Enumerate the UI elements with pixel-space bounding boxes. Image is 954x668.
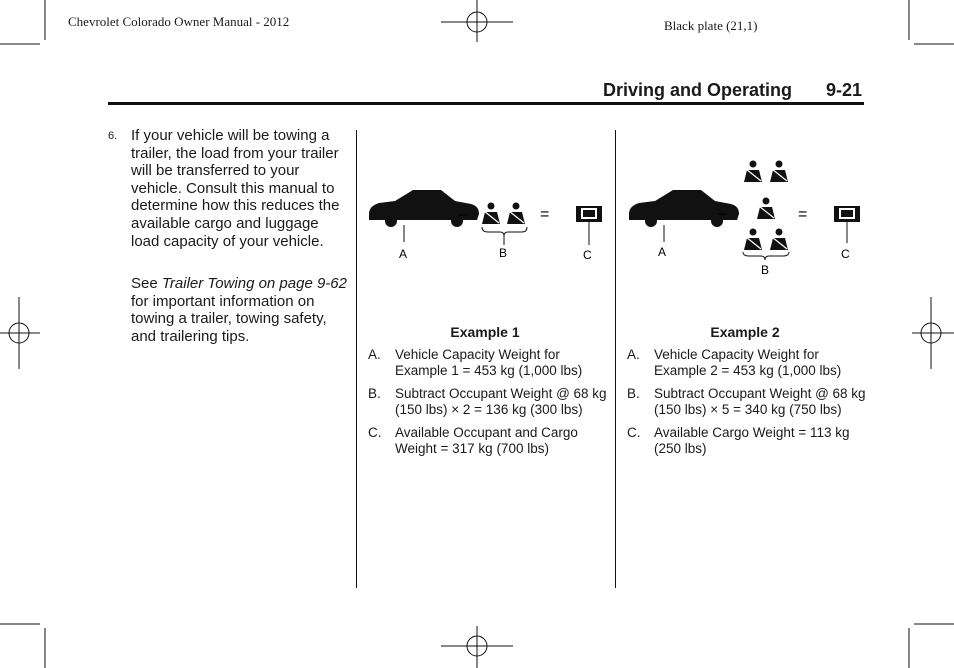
example2-cargo-icon — [834, 206, 860, 222]
registration-target-left — [0, 297, 40, 369]
example1-seat-2 — [507, 203, 525, 225]
example1-label-a: A — [399, 247, 408, 261]
example2-title: Example 2 — [710, 324, 780, 340]
page-number: 9-21 — [826, 80, 863, 100]
column-divider-1 — [356, 130, 357, 588]
running-header-title: Chevrolet Colorado Owner Manual - 2012 — [68, 14, 290, 29]
list-item: B. Subtract Occupant Weight @ 68 kg (150 lbs) × 5 = 340 kg (750 lbs) — [627, 386, 866, 417]
example1-list — [368, 347, 608, 464]
see-also-paragraph — [131, 275, 349, 345]
item-paragraph: If your vehicle will be towing a trailer, the load from your trailer will be transferred to your vehicle. Consult this manual to determine how this reduces the available cargo and luggage load capacity of your vehicle. — [131, 127, 340, 250]
example1-seat-1 — [482, 203, 500, 225]
example2-minus: – — [718, 205, 727, 222]
header-rule — [108, 102, 864, 105]
example1-cargo-icon — [576, 206, 602, 222]
list-item: C. Available Occupant and Cargo Weight = 317 kg (700 lbs) — [368, 425, 578, 456]
example1-minus: – — [458, 206, 467, 223]
see-suffix: for important information on towing a trailer, towing safety, and trailering tips. — [131, 292, 327, 345]
example2-seat-4 — [744, 229, 762, 251]
example2-seat-1 — [744, 161, 762, 183]
list-item: B. Subtract Occupant Weight @ 68 kg (150 lbs) × 2 = 136 kg (300 lbs) — [368, 386, 607, 417]
example1-label-b: B — [499, 246, 508, 260]
registration-target-top — [441, 0, 513, 42]
trailer-towing-link[interactable]: Trailer Towing on page 9-62 — [161, 275, 347, 292]
example2-label-a: A — [658, 245, 667, 259]
registration-target-bottom — [441, 626, 513, 668]
example2-seat-2 — [770, 161, 788, 183]
plate-label: Black plate (21,1) — [664, 18, 758, 33]
list-item: A. Vehicle Capacity Weight for Example 1 = 453 kg (1,000 lbs) — [368, 347, 583, 378]
example2-seat-5 — [770, 229, 788, 251]
example2-seat-3 — [757, 198, 775, 220]
example1-figure — [362, 150, 612, 270]
example2-label-c: C — [841, 247, 850, 261]
section-title: Driving and Operating — [603, 80, 793, 100]
column-divider-2 — [615, 130, 616, 588]
registration-target-right — [912, 297, 954, 369]
example2-label-b: B — [761, 263, 770, 277]
example2-equals: = — [798, 206, 808, 223]
see-prefix: See — [131, 275, 158, 292]
example2-figure — [622, 150, 872, 280]
example1-equals: = — [540, 206, 550, 223]
list-item: C. Available Cargo Weight = 113 kg (250 lbs) — [627, 425, 850, 456]
list-item: A. Vehicle Capacity Weight for Example 2 = 453 kg (1,000 lbs) — [627, 347, 842, 378]
example2-list — [627, 347, 867, 464]
example1-label-c: C — [583, 248, 592, 262]
item-number: 6. — [108, 130, 118, 142]
example1-title: Example 1 — [450, 324, 520, 340]
